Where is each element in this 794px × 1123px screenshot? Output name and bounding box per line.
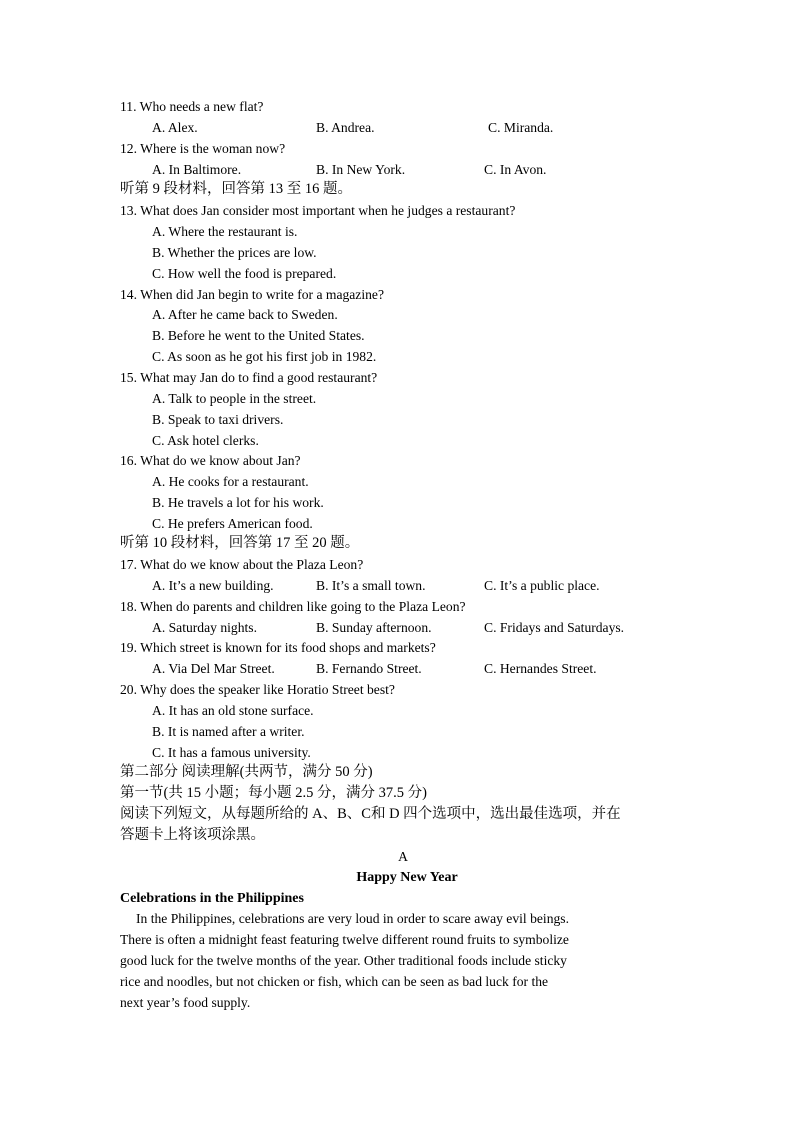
passage-subheading: Celebrations in the Philippines	[120, 891, 304, 906]
q14-option-c: C. As soon as he got his first job in 1982.	[152, 349, 377, 364]
q16-option-c: C. He prefers American food.	[152, 516, 313, 531]
question-17: 17. What do we know about the Plaza Leon?	[120, 557, 364, 572]
paragraph-line-5: next year’s food supply.	[120, 995, 251, 1010]
q17-option-a: A. It’s a new building.	[152, 578, 274, 593]
paragraph-line-4: rice and noodles, but not chicken or fish, which can be seen as bad luck for the	[120, 974, 549, 989]
q14-option-a: A. After he came back to Sweden.	[152, 307, 338, 322]
q13-option-b: B. Whether the prices are low.	[152, 245, 317, 260]
part-2-heading: 第二部分 阅读理解(共两节，满分 50 分)	[120, 764, 373, 780]
question-12: 12. Where is the woman now?	[120, 141, 286, 156]
paragraph-line-2: There is often a midnight feast featuring twelve different round fruits to symbolize	[120, 932, 569, 947]
q16-option-b: B. He travels a lot for his work.	[152, 495, 324, 510]
q19-option-b: B. Fernando Street.	[316, 661, 422, 676]
q12-option-c: C. In Avon.	[484, 162, 547, 177]
section-9-heading: 听第 9 段材料，回答第 13 至 16 题。	[120, 181, 352, 197]
q15-option-b: B. Speak to taxi drivers.	[152, 412, 284, 427]
paragraph-line-3: good luck for the twelve months of the year. Other traditional foods include sticky	[120, 953, 567, 968]
q15-option-a: A. Talk to people in the street.	[152, 391, 317, 406]
q17-option-b: B. It’s a small town.	[316, 578, 426, 593]
q16-option-a: A. He cooks for a restaurant.	[152, 474, 309, 489]
q19-option-a: A. Via Del Mar Street.	[152, 661, 275, 676]
q18-option-a: A. Saturday nights.	[152, 620, 257, 635]
paragraph-line-1: In the Philippines, celebrations are very loud in order to scare away evil beings.	[136, 911, 569, 926]
instruction-line-2: 答题卡上将该项涂黑。	[120, 827, 265, 843]
q13-option-c: C. How well the food is prepared.	[152, 266, 337, 281]
section-1-heading: 第一节(共 15 小题；每小题 2.5 分，满分 37.5 分)	[120, 785, 427, 801]
instruction-line-1: 阅读下列短文，从每题所给的 A、B、C和 D 四个选项中，选出最佳选项，并在	[120, 806, 621, 822]
q12-option-a: A. In Baltimore.	[152, 162, 242, 177]
question-11: 11. Who needs a new flat?	[120, 99, 264, 114]
section-10-heading: 听第 10 段材料，回答第 17 至 20 题。	[120, 535, 360, 551]
question-15: 15. What may Jan do to find a good restaurant?	[120, 370, 378, 385]
q19-option-c: C. Hernandes Street.	[484, 661, 597, 676]
q11-option-b: B. Andrea.	[316, 120, 375, 135]
q11-option-a: A. Alex.	[152, 120, 198, 135]
q14-option-b: B. Before he went to the United States.	[152, 328, 365, 343]
question-14: 14. When did Jan begin to write for a magazine?	[120, 287, 384, 302]
passage-letter: A	[398, 849, 408, 864]
q15-option-c: C. Ask hotel clerks.	[152, 433, 259, 448]
passage-title: Happy New Year	[356, 870, 458, 885]
q12-option-b: B. In New York.	[316, 162, 406, 177]
question-13: 13. What does Jan consider most important when he judges a restaurant?	[120, 203, 516, 218]
question-16: 16. What do we know about Jan?	[120, 453, 301, 468]
question-19: 19. Which street is known for its food shops and markets?	[120, 640, 436, 655]
q20-option-c: C. It has a famous university.	[152, 745, 311, 760]
q13-option-a: A. Where the restaurant is.	[152, 224, 298, 239]
q18-option-b: B. Sunday afternoon.	[316, 620, 432, 635]
q17-option-c: C. It’s a public place.	[484, 578, 600, 593]
q18-option-c: C. Fridays and Saturdays.	[484, 620, 625, 635]
q20-option-b: B. It is named after a writer.	[152, 724, 305, 739]
q20-option-a: A. It has an old stone surface.	[152, 703, 314, 718]
question-18: 18. When do parents and children like going to the Plaza Leon?	[120, 599, 466, 614]
question-20: 20. Why does the speaker like Horatio Street best?	[120, 682, 395, 697]
q11-option-c: C. Miranda.	[488, 120, 554, 135]
